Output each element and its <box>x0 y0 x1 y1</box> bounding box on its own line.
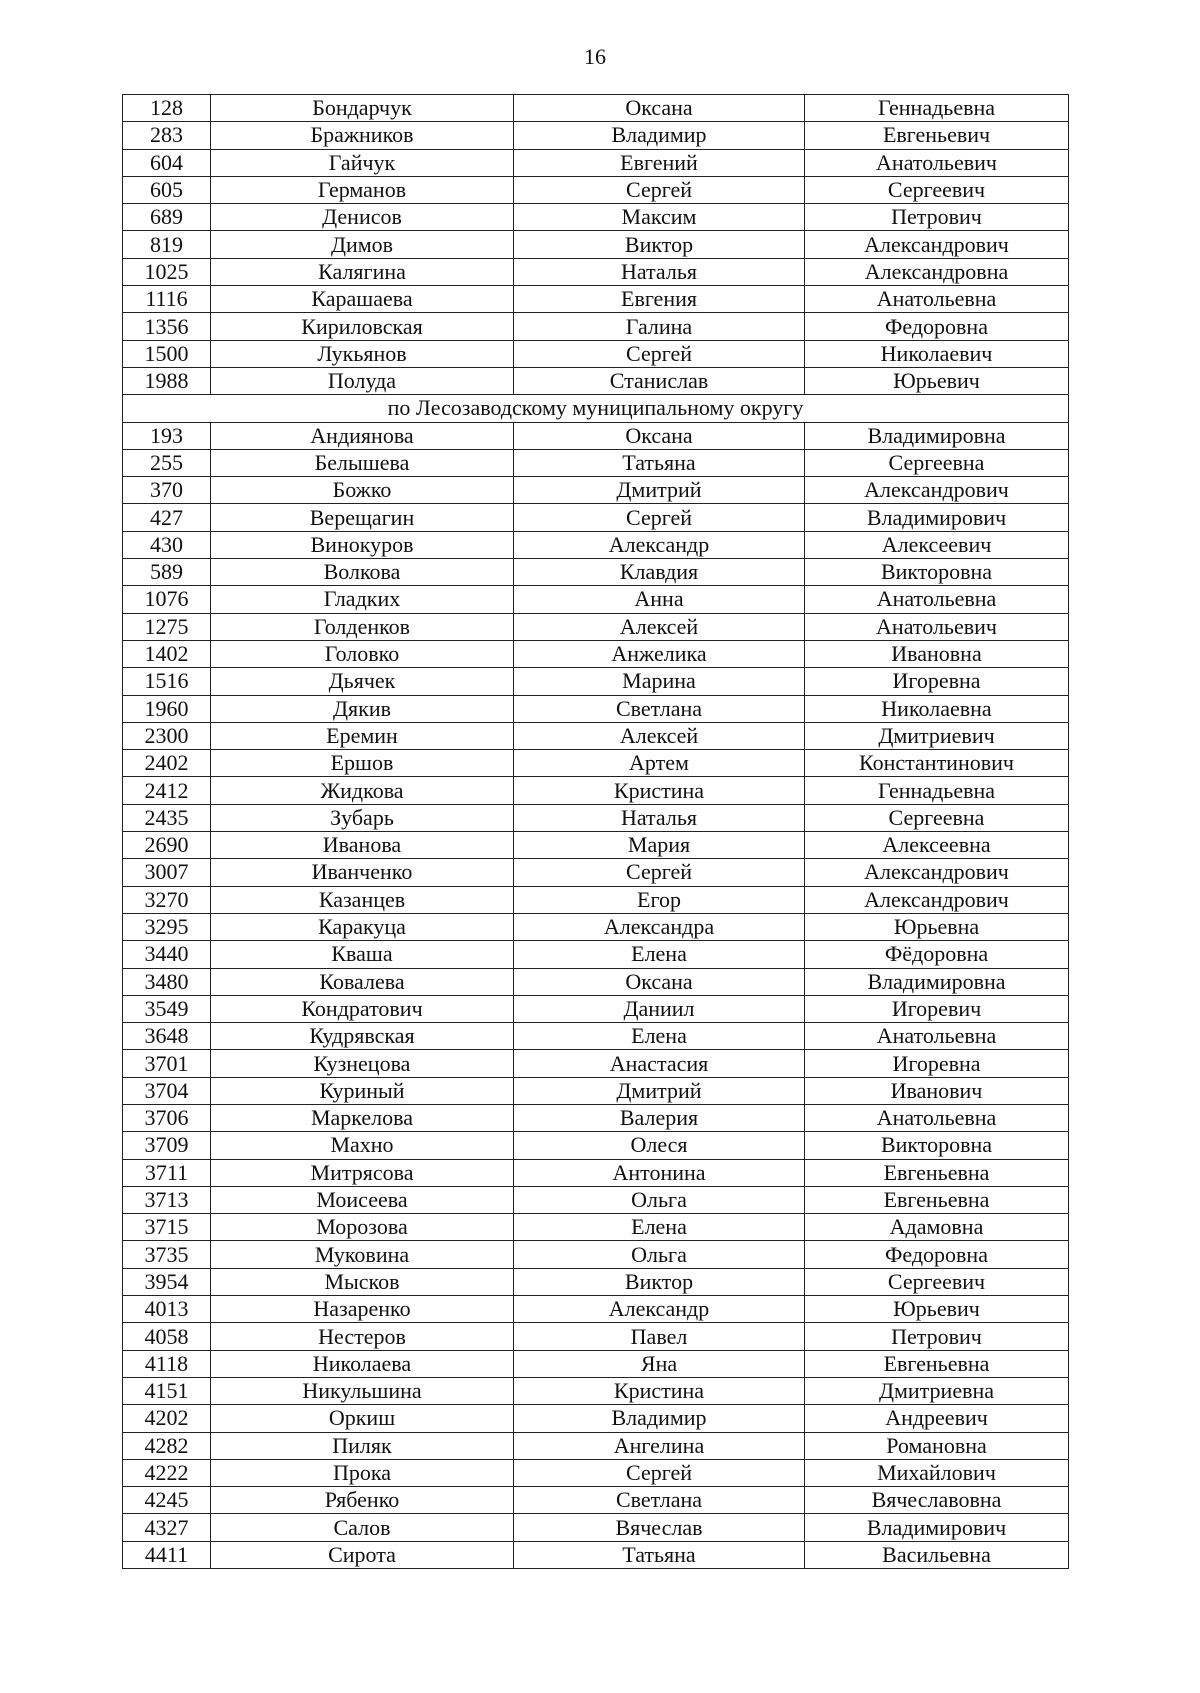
table-row <box>123 204 1069 231</box>
patronymic-cell: Александрович <box>805 477 1069 504</box>
first-name-cell: Елена <box>514 1023 805 1050</box>
patronymic-cell: Иванович <box>805 1077 1069 1104</box>
registration-number-cell: 1356 <box>123 313 211 340</box>
patronymic-cell: Ивановна <box>805 640 1069 667</box>
patronymic-cell: Сергеевич <box>805 1268 1069 1295</box>
table-row <box>123 286 1069 313</box>
first-name-cell: Наталья <box>514 804 805 831</box>
first-name-cell: Алексей <box>514 613 805 640</box>
last-name-cell: Никульшина <box>211 1377 514 1404</box>
patronymic-cell: Анатольевич <box>805 613 1069 640</box>
registration-number-cell: 3295 <box>123 913 211 940</box>
first-name-cell: Ольга <box>514 1241 805 1268</box>
registration-number-cell: 427 <box>123 504 211 531</box>
last-name-cell: Волкова <box>211 559 514 586</box>
table-row <box>123 750 1069 777</box>
first-name-cell: Анна <box>514 586 805 613</box>
registration-number-cell: 4327 <box>123 1514 211 1541</box>
last-name-cell: Жидкова <box>211 777 514 804</box>
registration-number-cell: 1025 <box>123 258 211 285</box>
table-row <box>123 968 1069 995</box>
last-name-cell: Гладких <box>211 586 514 613</box>
registration-number-cell: 4202 <box>123 1405 211 1432</box>
registration-number-cell: 3007 <box>123 859 211 886</box>
table-row <box>123 804 1069 831</box>
last-name-cell: Белышева <box>211 449 514 476</box>
first-name-cell: Кристина <box>514 1377 805 1404</box>
patronymic-cell: Юрьевич <box>805 1296 1069 1323</box>
first-name-cell: Яна <box>514 1350 805 1377</box>
last-name-cell: Митрясова <box>211 1159 514 1186</box>
last-name-cell: Димов <box>211 231 514 258</box>
registration-number-cell: 370 <box>123 477 211 504</box>
registration-number-cell: 2300 <box>123 722 211 749</box>
registration-number-cell: 4282 <box>123 1432 211 1459</box>
last-name-cell: Германов <box>211 176 514 203</box>
patronymic-cell: Васильевна <box>805 1541 1069 1568</box>
table-row <box>123 1077 1069 1104</box>
first-name-cell: Анастасия <box>514 1050 805 1077</box>
registration-number-cell: 3704 <box>123 1077 211 1104</box>
patronymic-cell: Романовна <box>805 1432 1069 1459</box>
first-name-cell: Мария <box>514 832 805 859</box>
last-name-cell: Назаренко <box>211 1296 514 1323</box>
table-row <box>123 777 1069 804</box>
last-name-cell: Бражников <box>211 122 514 149</box>
first-name-cell: Светлана <box>514 1487 805 1514</box>
registration-number-cell: 689 <box>123 204 211 231</box>
table-row <box>123 668 1069 695</box>
registration-number-cell: 3713 <box>123 1186 211 1213</box>
last-name-cell: Иванченко <box>211 859 514 886</box>
patronymic-cell: Анатольевич <box>805 149 1069 176</box>
first-name-cell: Александра <box>514 913 805 940</box>
last-name-cell: Куриный <box>211 1077 514 1104</box>
first-name-cell: Артем <box>514 750 805 777</box>
page-number: 16 <box>584 44 606 69</box>
first-name-cell: Дмитрий <box>514 1077 805 1104</box>
table-row <box>123 176 1069 203</box>
patronymic-cell: Николаевна <box>805 695 1069 722</box>
first-name-cell: Сергей <box>514 504 805 531</box>
patronymic-cell: Анатольевна <box>805 1104 1069 1131</box>
last-name-cell: Дьячек <box>211 668 514 695</box>
registration-number-cell: 589 <box>123 559 211 586</box>
patronymic-cell: Сергеевна <box>805 449 1069 476</box>
table-row <box>123 477 1069 504</box>
patronymic-cell: Игоревич <box>805 995 1069 1022</box>
first-name-cell: Александр <box>514 1296 805 1323</box>
patronymic-cell: Евгеньевич <box>805 122 1069 149</box>
section-heading: по Лесозаводскому муниципальному округу <box>123 395 1069 422</box>
last-name-cell: Денисов <box>211 204 514 231</box>
registration-number-cell: 283 <box>123 122 211 149</box>
registration-number-cell: 2690 <box>123 832 211 859</box>
last-name-cell: Маркелова <box>211 1104 514 1131</box>
first-name-cell: Виктор <box>514 231 805 258</box>
first-name-cell: Анжелика <box>514 640 805 667</box>
table-row <box>123 531 1069 558</box>
patronymic-cell: Сергеевна <box>805 804 1069 831</box>
registration-number-cell: 3270 <box>123 886 211 913</box>
table-row <box>123 313 1069 340</box>
table-row <box>123 1405 1069 1432</box>
last-name-cell: Иванова <box>211 832 514 859</box>
first-name-cell: Оксана <box>514 95 805 122</box>
registration-number-cell: 2402 <box>123 750 211 777</box>
table-row <box>123 995 1069 1022</box>
first-name-cell: Владимир <box>514 122 805 149</box>
first-name-cell: Оксана <box>514 968 805 995</box>
registration-number-cell: 193 <box>123 422 211 449</box>
first-name-cell: Алексей <box>514 722 805 749</box>
registration-number-cell: 430 <box>123 531 211 558</box>
last-name-cell: Муковина <box>211 1241 514 1268</box>
table-row <box>123 1241 1069 1268</box>
table-row <box>123 340 1069 367</box>
table-row <box>123 122 1069 149</box>
table-row <box>123 149 1069 176</box>
last-name-cell: Рябенко <box>211 1487 514 1514</box>
patronymic-cell: Анатольевна <box>805 1023 1069 1050</box>
registration-number-cell: 3480 <box>123 968 211 995</box>
registration-number-cell: 1275 <box>123 613 211 640</box>
registration-number-cell: 605 <box>123 176 211 203</box>
table-row <box>123 1023 1069 1050</box>
first-name-cell: Олеся <box>514 1132 805 1159</box>
table-row <box>123 95 1069 122</box>
registration-number-cell: 3706 <box>123 1104 211 1131</box>
first-name-cell: Клавдия <box>514 559 805 586</box>
last-name-cell: Головко <box>211 640 514 667</box>
registration-number-cell: 1516 <box>123 668 211 695</box>
roster-table-body <box>123 95 1069 1569</box>
last-name-cell: Полуда <box>211 367 514 394</box>
first-name-cell: Сергей <box>514 859 805 886</box>
registration-number-cell: 1402 <box>123 640 211 667</box>
last-name-cell: Винокуров <box>211 531 514 558</box>
registration-number-cell: 1988 <box>123 367 211 394</box>
patronymic-cell: Юрьевич <box>805 367 1069 394</box>
patronymic-cell: Викторовна <box>805 559 1069 586</box>
first-name-cell: Сергей <box>514 1459 805 1486</box>
roster-table <box>122 94 1069 1569</box>
first-name-cell: Светлана <box>514 695 805 722</box>
patronymic-cell: Евгеньевна <box>805 1159 1069 1186</box>
table-row <box>123 695 1069 722</box>
last-name-cell: Зубарь <box>211 804 514 831</box>
last-name-cell: Кудрявская <box>211 1023 514 1050</box>
patronymic-cell: Константинович <box>805 750 1069 777</box>
registration-number-cell: 3711 <box>123 1159 211 1186</box>
table-row <box>123 613 1069 640</box>
table-row <box>123 1350 1069 1377</box>
patronymic-cell: Геннадьевна <box>805 777 1069 804</box>
patronymic-cell: Александровна <box>805 258 1069 285</box>
table-row <box>123 1132 1069 1159</box>
last-name-cell: Пиляк <box>211 1432 514 1459</box>
table-row <box>123 1296 1069 1323</box>
first-name-cell: Ангелина <box>514 1432 805 1459</box>
first-name-cell: Павел <box>514 1323 805 1350</box>
table-row <box>123 1377 1069 1404</box>
first-name-cell: Татьяна <box>514 449 805 476</box>
last-name-cell: Каракуца <box>211 913 514 940</box>
patronymic-cell: Евгеньевна <box>805 1350 1069 1377</box>
registration-number-cell: 1960 <box>123 695 211 722</box>
last-name-cell: Голденков <box>211 613 514 640</box>
table-row <box>123 913 1069 940</box>
patronymic-cell: Владимирович <box>805 1514 1069 1541</box>
patronymic-cell: Владимировна <box>805 422 1069 449</box>
registration-number-cell: 3440 <box>123 941 211 968</box>
table-row <box>123 1104 1069 1131</box>
registration-number-cell: 1500 <box>123 340 211 367</box>
registration-number-cell: 128 <box>123 95 211 122</box>
first-name-cell: Вячеслав <box>514 1514 805 1541</box>
last-name-cell: Бондарчук <box>211 95 514 122</box>
registration-number-cell: 2435 <box>123 804 211 831</box>
first-name-cell: Кристина <box>514 777 805 804</box>
last-name-cell: Андиянова <box>211 422 514 449</box>
patronymic-cell: Анатольевна <box>805 586 1069 613</box>
patronymic-cell: Алексеевна <box>805 832 1069 859</box>
table-row <box>123 1186 1069 1213</box>
patronymic-cell: Александрович <box>805 886 1069 913</box>
patronymic-cell: Дмитриевна <box>805 1377 1069 1404</box>
registration-number-cell: 2412 <box>123 777 211 804</box>
table-row <box>123 422 1069 449</box>
first-name-cell: Валерия <box>514 1104 805 1131</box>
patronymic-cell: Вячеславовна <box>805 1487 1069 1514</box>
table-row <box>123 859 1069 886</box>
registration-number-cell: 4222 <box>123 1459 211 1486</box>
last-name-cell: Кириловская <box>211 313 514 340</box>
last-name-cell: Калягина <box>211 258 514 285</box>
first-name-cell: Антонина <box>514 1159 805 1186</box>
last-name-cell: Карашаева <box>211 286 514 313</box>
table-row <box>123 1432 1069 1459</box>
last-name-cell: Николаева <box>211 1350 514 1377</box>
table-row <box>123 559 1069 586</box>
patronymic-cell: Дмитриевич <box>805 722 1069 749</box>
section-heading-row <box>123 395 1069 422</box>
patronymic-cell: Михайлович <box>805 1459 1069 1486</box>
registration-number-cell: 819 <box>123 231 211 258</box>
patronymic-cell: Александрович <box>805 859 1069 886</box>
table-row <box>123 1214 1069 1241</box>
last-name-cell: Моисеева <box>211 1186 514 1213</box>
first-name-cell: Виктор <box>514 1268 805 1295</box>
patronymic-cell: Викторовна <box>805 1132 1069 1159</box>
table-row <box>123 1514 1069 1541</box>
registration-number-cell: 3709 <box>123 1132 211 1159</box>
patronymic-cell: Владимирович <box>805 504 1069 531</box>
first-name-cell: Дмитрий <box>514 477 805 504</box>
last-name-cell: Ковалева <box>211 968 514 995</box>
table-row <box>123 941 1069 968</box>
last-name-cell: Лукьянов <box>211 340 514 367</box>
first-name-cell: Татьяна <box>514 1541 805 1568</box>
patronymic-cell: Федоровна <box>805 313 1069 340</box>
table-row <box>123 367 1069 394</box>
table-row <box>123 1459 1069 1486</box>
last-name-cell: Казанцев <box>211 886 514 913</box>
registration-number-cell: 3715 <box>123 1214 211 1241</box>
registration-number-cell: 3954 <box>123 1268 211 1295</box>
first-name-cell: Станислав <box>514 367 805 394</box>
patronymic-cell: Игоревна <box>805 668 1069 695</box>
registration-number-cell: 604 <box>123 149 211 176</box>
patronymic-cell: Владимировна <box>805 968 1069 995</box>
table-row <box>123 504 1069 531</box>
patronymic-cell: Анатольевна <box>805 286 1069 313</box>
first-name-cell: Александр <box>514 531 805 558</box>
patronymic-cell: Фёдоровна <box>805 941 1069 968</box>
last-name-cell: Сирота <box>211 1541 514 1568</box>
registration-number-cell: 3735 <box>123 1241 211 1268</box>
first-name-cell: Евгений <box>514 149 805 176</box>
last-name-cell: Оркиш <box>211 1405 514 1432</box>
last-name-cell: Прока <box>211 1459 514 1486</box>
table-row <box>123 886 1069 913</box>
table-row <box>123 640 1069 667</box>
registration-number-cell: 4118 <box>123 1350 211 1377</box>
last-name-cell: Ершов <box>211 750 514 777</box>
patronymic-cell: Петрович <box>805 1323 1069 1350</box>
first-name-cell: Марина <box>514 668 805 695</box>
table-row <box>123 832 1069 859</box>
registration-number-cell: 4245 <box>123 1487 211 1514</box>
table-row <box>123 722 1069 749</box>
first-name-cell: Даниил <box>514 995 805 1022</box>
table-row <box>123 586 1069 613</box>
first-name-cell: Владимир <box>514 1405 805 1432</box>
table-row <box>123 1541 1069 1568</box>
last-name-cell: Дякив <box>211 695 514 722</box>
first-name-cell: Ольга <box>514 1186 805 1213</box>
first-name-cell: Максим <box>514 204 805 231</box>
patronymic-cell: Игоревна <box>805 1050 1069 1077</box>
patronymic-cell: Николаевич <box>805 340 1069 367</box>
first-name-cell: Егор <box>514 886 805 913</box>
registration-number-cell: 3701 <box>123 1050 211 1077</box>
first-name-cell: Елена <box>514 941 805 968</box>
registration-number-cell: 4151 <box>123 1377 211 1404</box>
patronymic-cell: Петрович <box>805 204 1069 231</box>
registration-number-cell: 1076 <box>123 586 211 613</box>
patronymic-cell: Адамовна <box>805 1214 1069 1241</box>
table-row <box>123 1487 1069 1514</box>
last-name-cell: Кваша <box>211 941 514 968</box>
last-name-cell: Божко <box>211 477 514 504</box>
patronymic-cell: Юрьевна <box>805 913 1069 940</box>
patronymic-cell: Андреевич <box>805 1405 1069 1432</box>
table-row <box>123 1268 1069 1295</box>
last-name-cell: Еремин <box>211 722 514 749</box>
last-name-cell: Гайчук <box>211 149 514 176</box>
first-name-cell: Сергей <box>514 340 805 367</box>
patronymic-cell: Алексеевич <box>805 531 1069 558</box>
last-name-cell: Морозова <box>211 1214 514 1241</box>
patronymic-cell: Геннадьевна <box>805 95 1069 122</box>
last-name-cell: Кузнецова <box>211 1050 514 1077</box>
first-name-cell: Сергей <box>514 176 805 203</box>
table-row <box>123 1159 1069 1186</box>
registration-number-cell: 4058 <box>123 1323 211 1350</box>
last-name-cell: Махно <box>211 1132 514 1159</box>
patronymic-cell: Федоровна <box>805 1241 1069 1268</box>
table-row <box>123 258 1069 285</box>
first-name-cell: Наталья <box>514 258 805 285</box>
registration-number-cell: 255 <box>123 449 211 476</box>
first-name-cell: Галина <box>514 313 805 340</box>
patronymic-cell: Евгеньевна <box>805 1186 1069 1213</box>
last-name-cell: Нестеров <box>211 1323 514 1350</box>
last-name-cell: Салов <box>211 1514 514 1541</box>
registration-number-cell: 1116 <box>123 286 211 313</box>
table-row <box>123 449 1069 476</box>
table-row <box>123 1050 1069 1077</box>
registration-number-cell: 3648 <box>123 1023 211 1050</box>
first-name-cell: Елена <box>514 1214 805 1241</box>
patronymic-cell: Александрович <box>805 231 1069 258</box>
first-name-cell: Оксана <box>514 422 805 449</box>
registration-number-cell: 4411 <box>123 1541 211 1568</box>
table-row <box>123 1323 1069 1350</box>
first-name-cell: Евгения <box>514 286 805 313</box>
last-name-cell: Верещагин <box>211 504 514 531</box>
table-row <box>123 231 1069 258</box>
registration-number-cell: 3549 <box>123 995 211 1022</box>
last-name-cell: Мысков <box>211 1268 514 1295</box>
patronymic-cell: Сергеевич <box>805 176 1069 203</box>
registration-number-cell: 4013 <box>123 1296 211 1323</box>
last-name-cell: Кондратович <box>211 995 514 1022</box>
